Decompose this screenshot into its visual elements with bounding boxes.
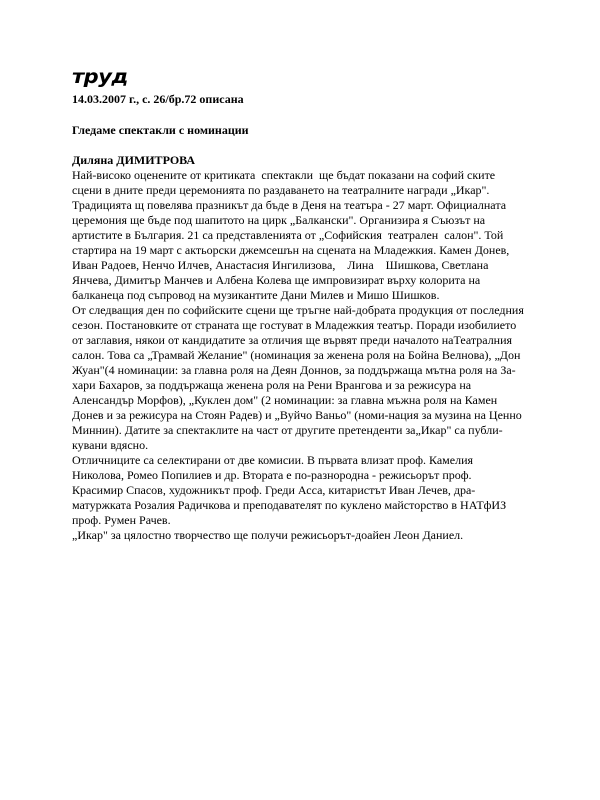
- body-line: Най-високо оценените от критиката спектакли ще бъдат показани на софий ските: [72, 168, 496, 182]
- article-headline: Гледаме спектакли с номинации: [72, 123, 249, 137]
- body-line: матуржката Розалия Радичкова и преподавателят по куклено майсторство в НАТфИЗ: [72, 498, 507, 512]
- body-line: Жуан"(4 номинации: за главна роля на Деян Доннов, за поддържаща мътна роля на За-: [72, 363, 516, 377]
- body-line: стартира на 19 март с актьорски джемсешън на сцената на Младежкия. Камен Донев,: [72, 243, 510, 257]
- body-line: от заглавия, някои от кандидатите за отличия ще вървят преди началото наТеатралния: [72, 333, 513, 347]
- body-line: Аленсандър Морфов), „Куклен дом" (2 номинации: за главна мъжна роля на Камен: [72, 393, 498, 407]
- body-line: артистите в България. 21 са представленията от „Софийския театрален салон". Той: [72, 228, 504, 242]
- body-line: Традицията щ повелява празникът да бъде в Деня на театъра - 27 март. Официалната: [72, 198, 507, 212]
- body-line: Донев и за режисура на Стоян Радев) и „Вуйчо Ваньо" (номи-нация за музина на Ценно: [72, 408, 522, 422]
- article-body: [72, 168, 572, 543]
- body-line: балканеца под съпровод на музикантите Дани Милев и Мишо Шишков.: [72, 288, 440, 302]
- body-line: Иван Радоев, Ненчо Илчев, Анастасия Ингилизова, Лина Шишкова, Светлана: [72, 258, 489, 272]
- body-line: „Икар" за цялостно творчество ще получи режисьорът-доайен Леон Даниел.: [72, 528, 464, 542]
- body-line: хари Бахаров, за поддържаща женена роля на Рени Врангова и за режисура на: [72, 378, 472, 392]
- body-line: церемония ще бъде под шапитото на цирк „Балкански". Организира я Съюзът на: [72, 213, 486, 227]
- body-line: Красимир Спасов, художникът проф. Греди Асса, китаристът Иван Лечев, дра-: [72, 483, 476, 497]
- body-line: кувани вдясно.: [72, 438, 149, 452]
- newspaper-logo: труд: [72, 65, 128, 88]
- body-line: Николова, Ромео Попилиев и др. Втората е по-разнородна - режисьорът проф.: [72, 468, 472, 482]
- body-line: Миннин). Датите за спектаклите на част от другите претенденти за„Икар" са публи-: [72, 423, 503, 437]
- body-line: проф. Румен Рачев.: [72, 513, 171, 527]
- body-line: салон. Това са „Трамвай Желание" (номинация за женена роля на Бойна Велнова), „Дон: [72, 348, 521, 362]
- body-line: Отличниците са селектирани от две комисии. В първата влизат проф. Камелия: [72, 453, 474, 467]
- publication-info: 14.03.2007 г., с. 26/бр.72 описана: [72, 92, 244, 106]
- body-line: Янчева, Димитър Манчев и Албена Колева ще импровизират върху колорита на: [72, 273, 481, 287]
- article: [72, 66, 572, 543]
- body-line: сезон. Постановките от страната ще гостуват в Младежкия театър. Поради изобилието: [72, 318, 517, 332]
- article-author: Диляна ДИМИТРОВА: [72, 153, 196, 167]
- body-line: сцени в дните преди церемонията по раздаването на театралните награди „Икар".: [72, 183, 490, 197]
- body-line: От следващия ден по софийските сцени ще тръгне най-добрата продукция от последния: [72, 303, 524, 317]
